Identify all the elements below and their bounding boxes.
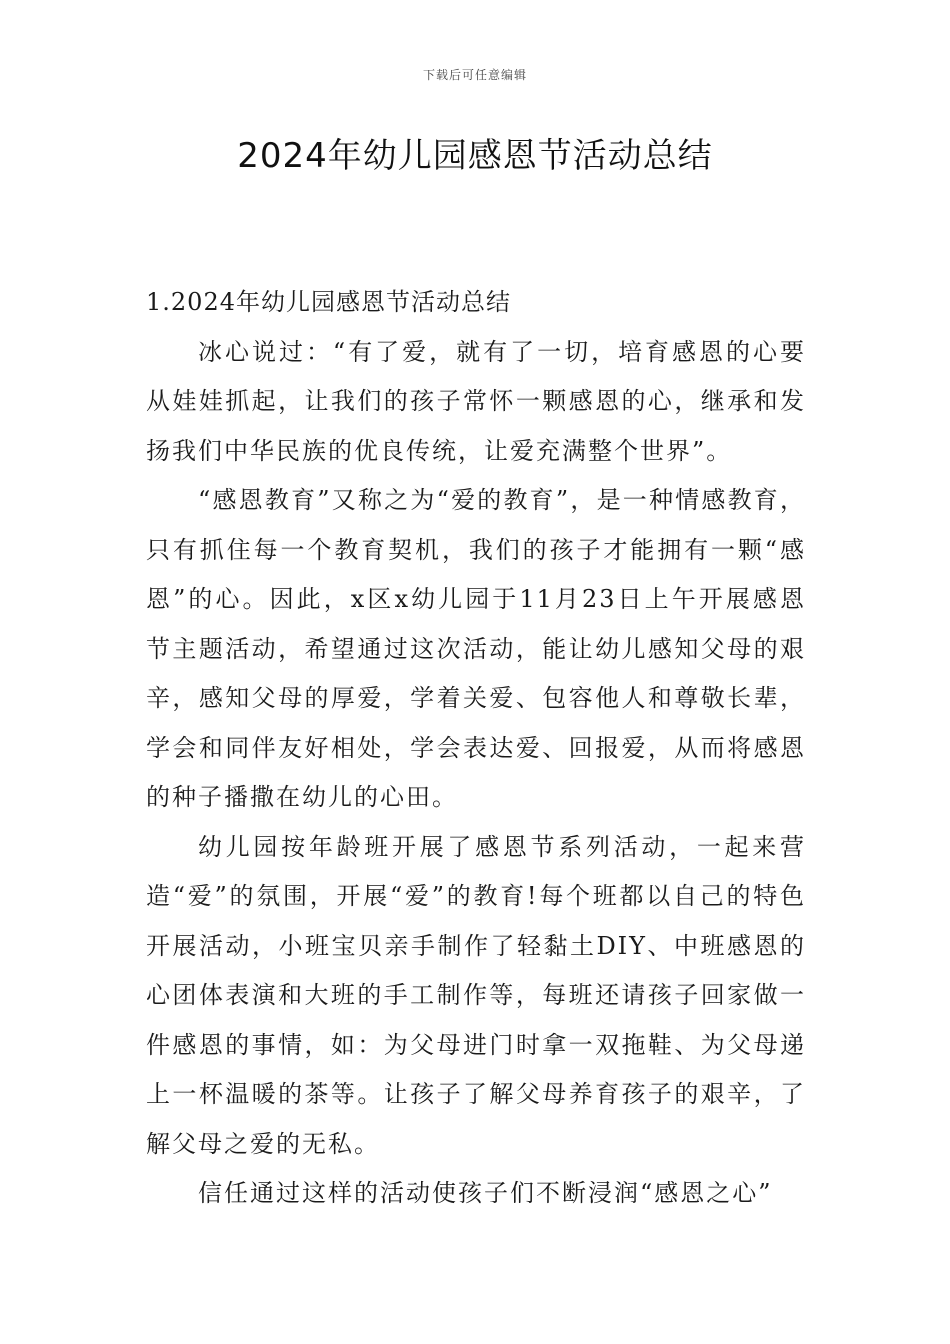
document-body bbox=[146, 278, 806, 1219]
header-note: 下载后可任意编辑 bbox=[422, 68, 527, 82]
paragraph: 信任通过这样的活动使孩子们不断浸润“感恩之心” bbox=[198, 1179, 773, 1207]
paragraph: 幼儿园按年龄班开展了感恩节系列活动，一起来营造“爱”的氛围，开展“爱”的教育!每个班都以自己的特色开展活动，小班宝贝亲手制作了轻黏土DIY、中班感恩的心团体表演和大班的手工制作等，每班还请孩子回家做一件感恩的事情，如：为父母进门时拿一双拖鞋、为父母递上一杯温暖的茶等。让孩子了解父母养育孩子的艰辛，了解父母之爱的无私。 bbox=[146, 832, 806, 1158]
paragraph: “感恩教育”又称之为“爱的教育”，是一种情感教育，只有抓住每一个教育契机，我们的孩子才能拥有一颗“感恩”的心。因此，x区x幼儿园于11月23日上午开展感恩节主题活动，希望通过这次活动，能让幼儿感知父母的艰辛，感知父母的厚爱，学着关爱、包容他人和尊敬长辈，学会和同伴友好相处，学会表达爱、回报爱，从而将感恩的种子播撒在幼儿的心田。 bbox=[146, 486, 806, 811]
paragraph: 冰心说过：“有了爱，就有了一切，培育感恩的心要从娃娃抓起，让我们的孩子常怀一颗感恩的心，继承和发扬我们中华民族的优良传统，让爱充满整个世界”。 bbox=[146, 337, 806, 465]
section-heading: 1.2024年幼儿园感恩节活动总结 bbox=[146, 288, 511, 316]
document-title: 2024年幼儿园感恩节活动总结 bbox=[237, 136, 713, 176]
